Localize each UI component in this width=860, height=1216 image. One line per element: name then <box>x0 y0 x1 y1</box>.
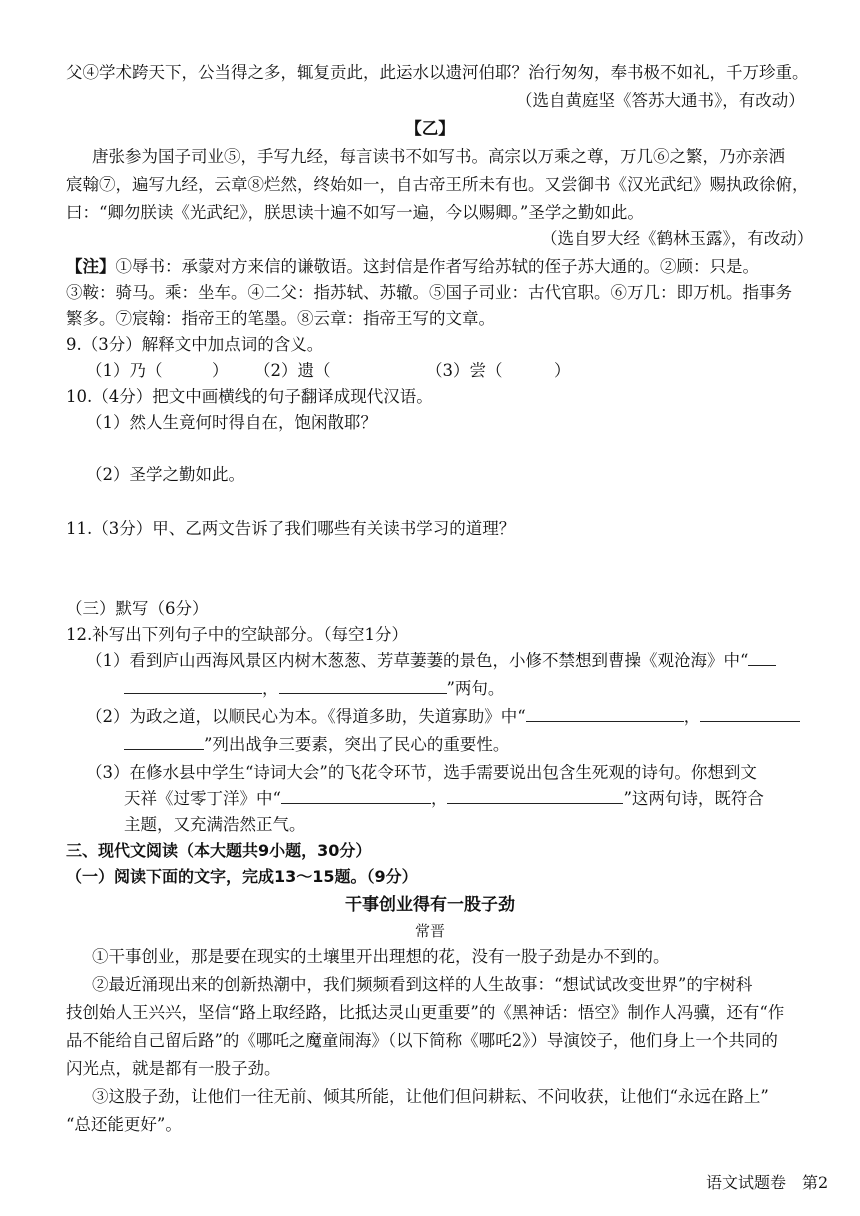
notes-line-3: 繁多。⑦宸翰：指帝王的笔墨。⑧云章：指帝王写的文章。 <box>66 309 495 328</box>
answer-blank[interactable] <box>281 787 431 804</box>
passage-b-line-3: 曰：“卿勿朕读《光武纪》，朕思读十遍不如写一遍，今以赐卿。”圣学之勤如此。 <box>66 203 644 222</box>
section3-heading: （三）默写（6分） <box>66 599 209 618</box>
article-author: 常晋 <box>414 922 445 940</box>
q12-s2-tail: ”列出战争三要素，突出了民心的重要性。 <box>204 735 510 754</box>
passage-b-line-1: 唐张参为国子司业⑤，手写九经，每言读书不如写书。高宗以万乘之尊，万几⑥之繁，乃亦亲洒 <box>92 147 785 166</box>
q12-s2-line-b <box>124 732 509 758</box>
answer-blank[interactable] <box>748 649 776 666</box>
answer-blank[interactable] <box>700 705 800 722</box>
q10-sub-2: （2）圣学之勤如此。 <box>86 465 245 484</box>
answer-blank[interactable] <box>526 705 684 722</box>
q12-s1-tail: ”两句。 <box>446 679 505 698</box>
answer-blank[interactable] <box>447 787 623 804</box>
article-p2-line-2: 技创始人王兴兴，坚信“路上取经路，比抵达灵山更重要”的《黑神话：悟空》制作人冯骥，还有“作 <box>66 1003 785 1022</box>
q12-s1-line-b: ， ”两句。 <box>124 676 504 702</box>
q11-stem: 11.（3分）甲、乙两文告诉了我们哪些有关读书学习的道理？ <box>66 519 516 538</box>
q12-stem: 12.补写出下列句子中的空缺部分。（每空1分） <box>66 625 408 644</box>
q12-s2-line-a: （2）为政之道，以顺民心为本。《得道多助，失道寡助》中“ ， <box>86 704 800 730</box>
q9-item-2: （2）遗（ <box>254 361 331 380</box>
q9-item-3-close: ） <box>554 361 571 380</box>
q9-stem: 9.（3分）解释文中加点词的含义。 <box>66 335 324 354</box>
q12-s3-line-b: 天祥《过零丁洋》中“ ， ”这两句诗，既符合 <box>124 789 764 808</box>
page-footer: 语文试题卷 第2 <box>706 1173 829 1192</box>
passage-a-source: （选自黄庭坚《答苏大通书》，有改动） <box>516 91 805 110</box>
notes-line-2: ③鞍：骑马。乘：坐车。④二父：指苏轼、苏辙。⑤国子司业：古代官职。⑥万几：即万机。指事务 <box>66 283 792 302</box>
q12-s3-tail: ”这两句诗，既符合 <box>623 789 764 808</box>
q12-s1-line-a <box>86 648 776 674</box>
passage-b-heading: 【乙】 <box>405 119 455 138</box>
passage-b-line-2: 宸翰⑦，遍写九经，云章⑧烂然，终始如一，自古帝王所未有也。又尝御书《汉光武纪》赐执政徐俯， <box>66 175 809 194</box>
article-p2-line-3: 品不能给自己留后路”的《哪吒之魔童闹海》（以下简称《哪吒2》）导演饺子，他们身上一个共同的 <box>66 1031 778 1050</box>
notes-label: 【注】 <box>66 257 116 276</box>
q9-item-1-open: （1）乃（ <box>86 361 163 380</box>
q10-sub-1: （1）然人生竟何时得自在，饱闲散耶？ <box>86 413 377 432</box>
q12-s3-line-a: （3）在修水县中学生“诗词大会”的飞花令环节，选手需要说出包含生死观的诗句。你想到文 <box>86 763 757 782</box>
answer-blank[interactable] <box>124 733 204 750</box>
passage-b-source: （选自罗大经《鹤林玉露》，有改动） <box>541 229 814 248</box>
part3-heading: 三、现代文阅读（本大题共9小题，30分） <box>66 841 372 860</box>
q12-s1-text: （1）看到庐山西海风景区内树木葱葱、芳草萋萋的景色，小修不禁想到曹操《观沧海》中“ <box>86 651 749 670</box>
answer-blank[interactable] <box>279 677 447 694</box>
article-p1: ①干事创业，那是要在现实的土壤里开出理想的花，没有一股子劲是办不到的。 <box>92 947 670 966</box>
answer-blank[interactable] <box>124 677 262 694</box>
article-title: 干事创业得有一股子劲 <box>345 895 515 915</box>
notes-text-1: ①辱书：承蒙对方来信的谦敬语。这封信是作者写给苏轼的侄子苏大通的。②顾：只是。 <box>115 257 759 276</box>
part3-sub: （一）阅读下面的文字，完成13～15题。（9分） <box>66 867 418 886</box>
q10-stem: 10.（4分）把文中画横线的句子翻译成现代汉语。 <box>66 387 433 406</box>
passage-a-ending: 父④学术跨天下，公当得之多，辄复贡此，此运水以遗河伯耶？治行匆匆，奉书极不如礼，千万珍重。 <box>66 63 809 82</box>
notes-line-1 <box>66 254 759 280</box>
q12-s3-line-c: 主题，又充满浩然正气。 <box>124 815 306 834</box>
article-p3-line-1: ③这股子劲，让他们一往无前、倾其所能，让他们但问耕耘、不问收获，让他们“永远在路上” <box>92 1087 769 1106</box>
article-p2-line-1: ②最近涌现出来的创新热潮中，我们频频看到这样的人生故事：“想试试改变世界”的宇树科 <box>92 975 753 994</box>
article-p2-line-4: 闪光点，就是都有一股子劲。 <box>66 1059 281 1078</box>
article-p3-line-2: “总还能更好”。 <box>66 1115 182 1134</box>
q12-s3-text: 天祥《过零丁洋》中“ <box>124 789 281 808</box>
q9-item-3-open: （3）尝（ <box>426 361 503 380</box>
q12-s2-text: （2）为政之道，以顺民心为本。《得道多助，失道寡助》中“ <box>86 707 526 726</box>
q9-item-1-close: ） <box>212 361 229 380</box>
